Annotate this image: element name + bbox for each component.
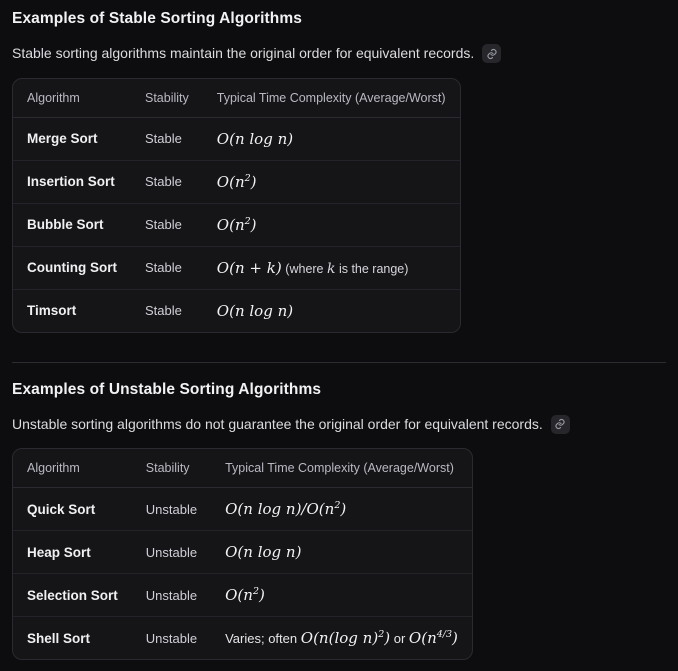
cell-complexity bbox=[211, 531, 472, 574]
section-divider bbox=[12, 362, 666, 363]
column-header-stability: Stability bbox=[132, 449, 211, 488]
cell-complexity bbox=[211, 574, 472, 617]
stable-sorting-table bbox=[12, 78, 461, 333]
unstable-sorting-table bbox=[12, 448, 473, 660]
cell-stability: Stable bbox=[131, 117, 203, 160]
column-header-algorithm: Algorithm bbox=[13, 449, 132, 488]
cell-algorithm: Bubble Sort bbox=[13, 203, 131, 246]
link-icon[interactable] bbox=[482, 44, 501, 63]
table-row bbox=[13, 160, 460, 203]
math-expression: O(n log n) bbox=[225, 543, 302, 562]
table-header-row bbox=[13, 449, 472, 488]
table-row bbox=[13, 117, 460, 160]
cell-stability: Unstable bbox=[132, 531, 211, 574]
column-header-complexity: Typical Time Complexity (Average/Worst) bbox=[211, 449, 472, 488]
cell-algorithm: Merge Sort bbox=[13, 117, 131, 160]
cell-note: (where k is the range) bbox=[285, 260, 409, 277]
math-expression: $O(n^2)$ bbox=[216, 172, 257, 191]
cell-conjunction: or bbox=[393, 631, 406, 647]
cell-stability: Stable bbox=[144, 303, 182, 319]
table-row bbox=[13, 488, 472, 531]
cell-algorithm: Quick Sort bbox=[13, 488, 132, 531]
cell-complexity bbox=[203, 289, 460, 332]
table-row bbox=[13, 289, 460, 332]
cell-algorithm: Insertion Sort bbox=[13, 160, 131, 203]
cell-algorithm: Heap Sort bbox=[13, 531, 132, 574]
cell-complexity bbox=[211, 617, 472, 660]
math-expression: O(n + k) bbox=[216, 258, 282, 277]
column-header-algorithm: Algorithm bbox=[13, 79, 131, 118]
link-icon[interactable] bbox=[551, 415, 570, 434]
table-row bbox=[13, 246, 460, 289]
cell-complexity bbox=[203, 117, 460, 160]
table-header-unstable bbox=[13, 449, 472, 488]
table-body-stable bbox=[13, 117, 460, 332]
math-expression: O(n $\log n)/O(n^2)$ bbox=[225, 500, 347, 519]
cell-stability: Stable bbox=[131, 203, 203, 246]
cell-algorithm: Selection Sort bbox=[13, 574, 132, 617]
table-row bbox=[13, 617, 472, 660]
section-description-text: Stable sorting algorithms maintain the original order for equivalent records. bbox=[12, 45, 475, 61]
math-expression: O(n log n) bbox=[216, 301, 294, 320]
math-expression-alt: $O(n^{4/3})$ bbox=[408, 629, 458, 648]
document-body bbox=[0, 10, 678, 671]
math-expression: O(n(log n)$^2$) bbox=[300, 629, 391, 648]
table-row bbox=[13, 531, 472, 574]
page-title-stable: Examples of Stable Sorting Algorithms bbox=[12, 10, 302, 27]
cell-complexity bbox=[203, 246, 460, 289]
cell-stability: Stable bbox=[131, 246, 203, 289]
section-description-text: Unstable sorting algorithms do not guarantee the original order for equivalent records. bbox=[12, 415, 543, 432]
cell-algorithm: Timsort bbox=[27, 303, 77, 319]
math-expression: O(n log n) bbox=[216, 129, 294, 148]
cell-note: Varies; often bbox=[225, 631, 298, 647]
cell-stability: Unstable bbox=[132, 574, 211, 617]
cell-algorithm: Counting Sort bbox=[13, 246, 131, 289]
table-body-unstable bbox=[13, 488, 472, 660]
table-header-row bbox=[13, 79, 460, 118]
math-expression: $O(n^2)$ bbox=[225, 586, 265, 605]
table-header-stable bbox=[13, 79, 460, 118]
cell-complexity bbox=[211, 488, 472, 531]
table-unstable bbox=[13, 449, 472, 659]
cell-complexity bbox=[203, 203, 460, 246]
section-description-stable bbox=[12, 44, 666, 64]
cell-stability: Unstable bbox=[132, 488, 211, 531]
page-title-unstable: Examples of Unstable Sorting Algorithms bbox=[12, 380, 322, 398]
cell-stability: Unstable bbox=[145, 630, 198, 646]
table-row bbox=[13, 203, 460, 246]
math-expression: $O(n^2)$ bbox=[216, 215, 257, 234]
table-row bbox=[13, 574, 472, 617]
bottom-spacer bbox=[12, 665, 666, 671]
cell-complexity bbox=[203, 160, 460, 203]
column-header-stability: Stability bbox=[131, 79, 203, 118]
cell-stability: Stable bbox=[131, 160, 203, 203]
section-description-unstable bbox=[12, 415, 666, 435]
cell-algorithm: Shell Sort bbox=[27, 630, 91, 646]
column-header-complexity: Typical Time Complexity (Average/Worst) bbox=[203, 79, 460, 118]
table-stable bbox=[13, 79, 460, 332]
